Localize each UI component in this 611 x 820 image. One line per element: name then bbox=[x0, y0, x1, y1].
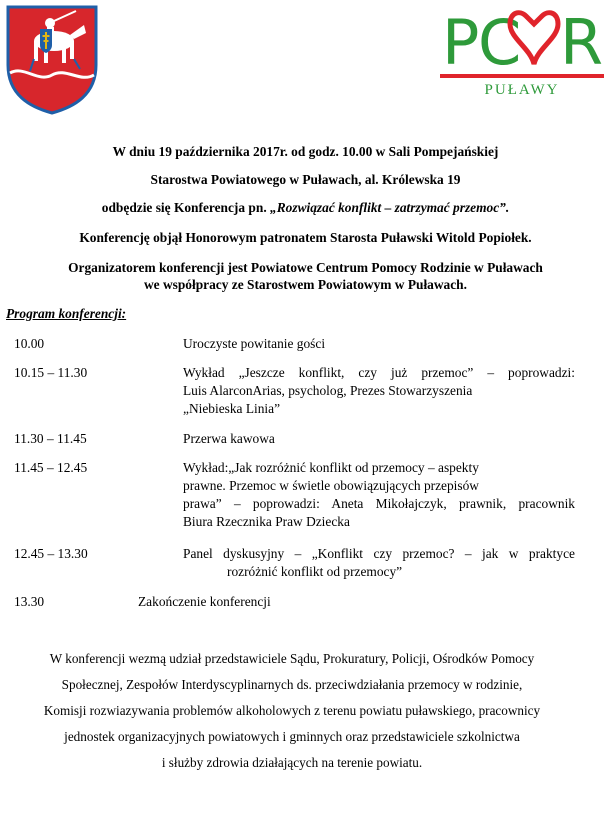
program-line: rozróżnić konflikt od przemocy” bbox=[227, 564, 403, 579]
svg-text:P: P bbox=[442, 6, 480, 79]
program-line: Luis AlarconArias, psycholog, Prezes Stowarzyszenia bbox=[183, 383, 473, 398]
program-line: Wykład „Jeszcze konflikt, czy już przemoc” – poprowadzi: bbox=[183, 365, 575, 380]
closing-line: i służby zdrowia działających na terenie powiatu. bbox=[161, 755, 423, 770]
program-line: prawne. Przemoc w świetle obowiązujących przepisów bbox=[183, 478, 479, 493]
intro-line-4: Konferencję objął Honorowym patronatem Starosta Puławski Witold Popiołek. bbox=[79, 230, 532, 245]
intro-line-1: W dniu 19 października 2017r. od godz. 10.00 w Sali Pompejańskiej bbox=[112, 144, 499, 159]
program-heading: Program konferencji: bbox=[6, 306, 127, 321]
program-line: Przerwa kawowa bbox=[183, 431, 275, 446]
closing-line: W konferencji wezmą udział przedstawiciele Sądu, Prokuratury, Policji, Ośrodków Pomocy bbox=[49, 651, 535, 666]
program-description bbox=[183, 459, 575, 531]
program-line: Uroczyste powitanie gości bbox=[183, 336, 326, 351]
svg-text:PUŁAWY: PUŁAWY bbox=[484, 82, 560, 98]
pcpr-logo bbox=[434, 2, 610, 102]
svg-text:C: C bbox=[478, 6, 522, 79]
program-description bbox=[183, 545, 575, 581]
program-description bbox=[183, 430, 575, 448]
coat-of-arms-image bbox=[4, 3, 100, 115]
program-description bbox=[183, 335, 575, 353]
program-line: Biura Rzecznika Praw Dziecka bbox=[183, 514, 350, 529]
program-line: Zakończenie konferencji bbox=[138, 594, 271, 609]
program-time: 10.15 – 11.30 bbox=[14, 365, 88, 380]
program-time: 11.30 – 11.45 bbox=[14, 431, 87, 446]
program-line: „Niebieska Linia” bbox=[183, 401, 281, 416]
intro-line-2: Starostwa Powiatowego w Puławach, al. Królewska 19 bbox=[150, 172, 461, 187]
program-time: 13.30 bbox=[14, 594, 45, 609]
program-description bbox=[183, 364, 575, 418]
intro-line-5: Organizatorem konferencji jest Powiatowe Centrum Pomocy Rodzinie w Puławach bbox=[68, 260, 543, 275]
program-time: 10.00 bbox=[14, 336, 45, 351]
closing-line: jednostek organizacyjnych powiatowych i gminnych oraz przedstawiciele szkolnictwa bbox=[64, 729, 520, 744]
intro-line-3 bbox=[0, 200, 611, 216]
program-time: 12.45 – 13.30 bbox=[14, 546, 88, 561]
closing-line: Komisji rozwiazywania problemów alkoholowych z terenu powiatu puławskiego, pracownicy bbox=[43, 703, 541, 718]
intro-line-6: we współpracy ze Starostwem Powiatowym w Puławach. bbox=[144, 277, 467, 292]
intro-line-3-prefix: odbędzie się Konferencja pn. bbox=[101, 200, 271, 215]
program-line: Panel dyskusyjny – „Konflikt czy przemoc? – jak w praktyce bbox=[183, 546, 575, 561]
conference-title: „Rozwiązać konflikt – zatrzymać przemoc”. bbox=[270, 200, 510, 215]
program-line: Wykład:„Jak rozróżnić konflikt od przemocy – aspekty bbox=[183, 460, 479, 475]
closing-line: Społecznej, Zespołów Interdyscyplinarnych ds. przeciwdziałania przemocy w rodzinie, bbox=[61, 677, 523, 692]
program-line: prawa” – poprowadzi: Aneta Mikołajczyk, prawnik, pracownik bbox=[183, 496, 575, 511]
program-description bbox=[138, 593, 530, 611]
svg-text:R: R bbox=[560, 6, 604, 79]
program-time: 11.45 – 12.45 bbox=[14, 460, 88, 475]
